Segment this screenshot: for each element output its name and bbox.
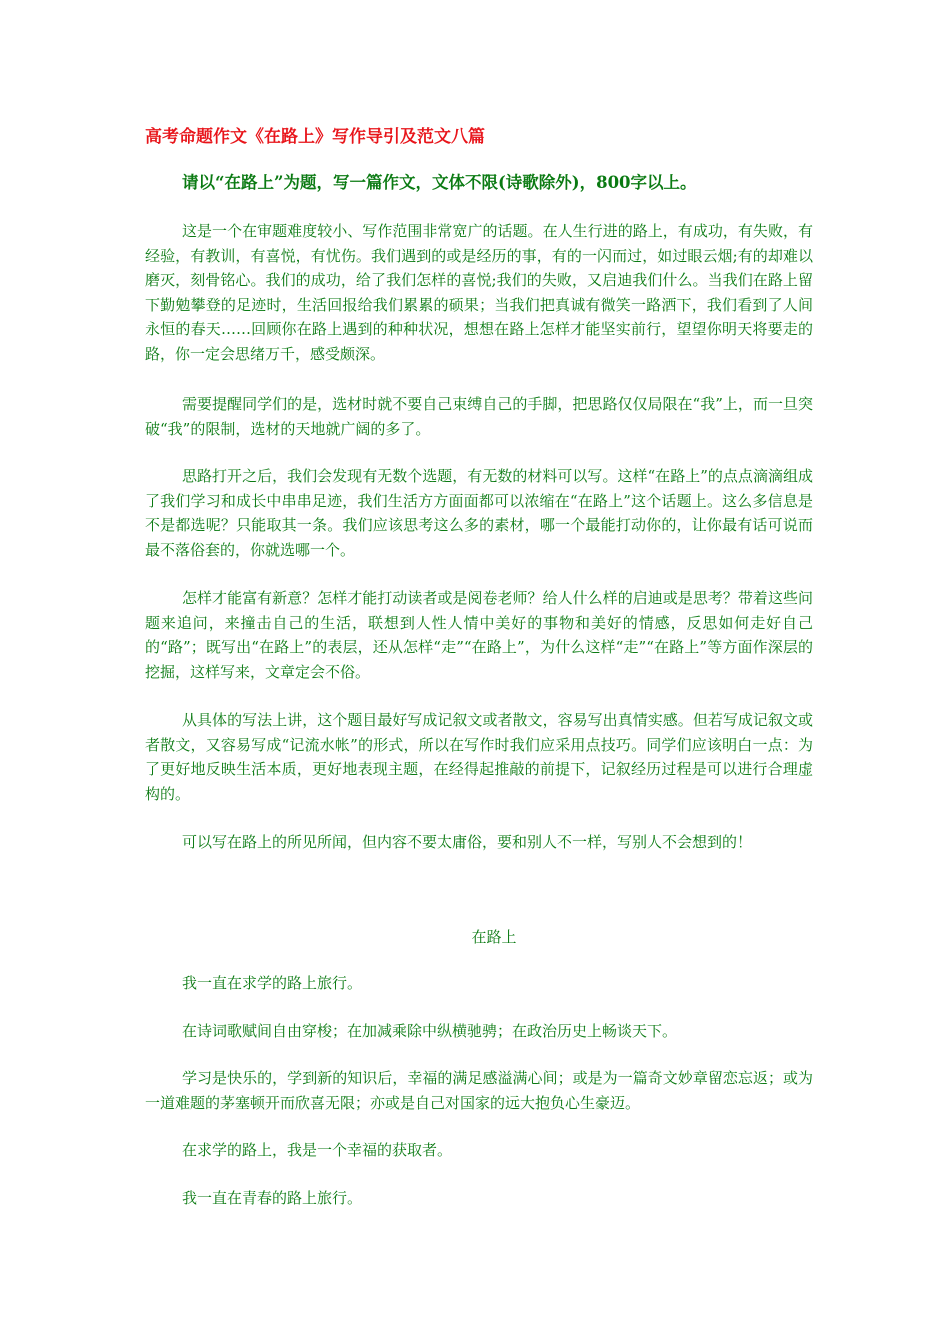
essay-paragraph: 我一直在求学的路上旅行。 — [182, 974, 363, 992]
document-title: 高考命题作文《在路上》写作导引及范文八篇 — [145, 127, 485, 147]
guide-paragraph: 从具体的写法上讲，这个题目最好写成记叙文或者散文，容易写出真情实感。但若写成记叙文或者散文，又容易写成“记流水帐”的形式，所以在写作时我们应采用点技巧。同学们应该明白一点：为了更好地反映生活本质，更好地表现主题，在经得起推敲的前提下，记叙经历过程是可以进行合理虚构的。 — [145, 711, 813, 803]
essay-paragraph: 学习是快乐的，学到新的知识后，幸福的满足感溢满心间；或是为一篇奇文妙章留恋忘返；或为一道难题的茅塞顿开而欣喜无限；亦或是自己对国家的远大抱负心生豪迈。 — [145, 1069, 813, 1112]
essay-prompt: 请以“在路上”为题，写一篇作文，文体不限(诗歌除外)，800字以上。 — [182, 173, 697, 192]
essay-paragraph: 在诗词歌赋间自由穿梭；在加减乘除中纵横驰骋；在政治历史上畅谈天下。 — [182, 1022, 678, 1040]
guide-paragraph: 需要提醒同学们的是，选材时就不要自己束缚自己的手脚，把思路仅仅局限在“我”上，而一旦突破“我”的限制，选材的天地就广阔的多了。 — [145, 395, 813, 438]
essay-title: 在路上 — [471, 928, 517, 946]
essay-paragraph: 我一直在青春的路上旅行。 — [182, 1189, 363, 1207]
guide-paragraph: 思路打开之后，我们会发现有无数个选题，有无数的材料可以写。这样“在路上”的点点滴滴组成了我们学习和成长中串串足迹，我们生活方方面面都可以浓缩在“在路上”这个话题上。这么多信息是不是都选呢？只能取其一条。我们应该思考这么多的素材，哪一个最能打动你的，让你最有话可说而最不落俗套的，你就选哪一个。 — [145, 467, 813, 559]
guide-paragraph: 这是一个在审题难度较小、写作范围非常宽广的话题。在人生行进的路上，有成功，有失败，有经验，有教训，有喜悦，有忧伤。我们遇到的或是经历的事，有的一闪而过，如过眼云烟;有的却难以磨灭，刻骨铭心。我们的成功，给了我们怎样的喜悦;我们的失败，又启迪我们什么。当我们在路上留下勤勉攀登的足迹时，生活回报给我们累累的硕果；当我们把真诚有微笑一路洒下，我们看到了人间永恒的春天……回顾你在路上遇到的种种状况，想想在路上怎样才能坚实前行，望望你明天将要走的路，你一定会思绪万千，感受颇深。 — [145, 222, 813, 363]
guide-paragraph: 怎样才能富有新意？怎样才能打动读者或是阅卷老师？给人什么样的启迪或是思考？带着这些问题来追问，来撞击自己的生活，联想到人性人情中美好的事物和美好的情感，反思如何走好自己的“路”；既写出“在路上”的表层，还从怎样“走”“在路上”，为什么这样“走”“在路上”等方面作深层的挖掘，这样写来，文章定会不俗。 — [145, 589, 813, 681]
guide-paragraph: 可以写在路上的所见所闻，但内容不要太庸俗，要和别人不一样，写别人不会想到的！ — [182, 833, 753, 851]
essay-paragraph: 在求学的路上，我是一个幸福的获取者。 — [182, 1141, 453, 1159]
